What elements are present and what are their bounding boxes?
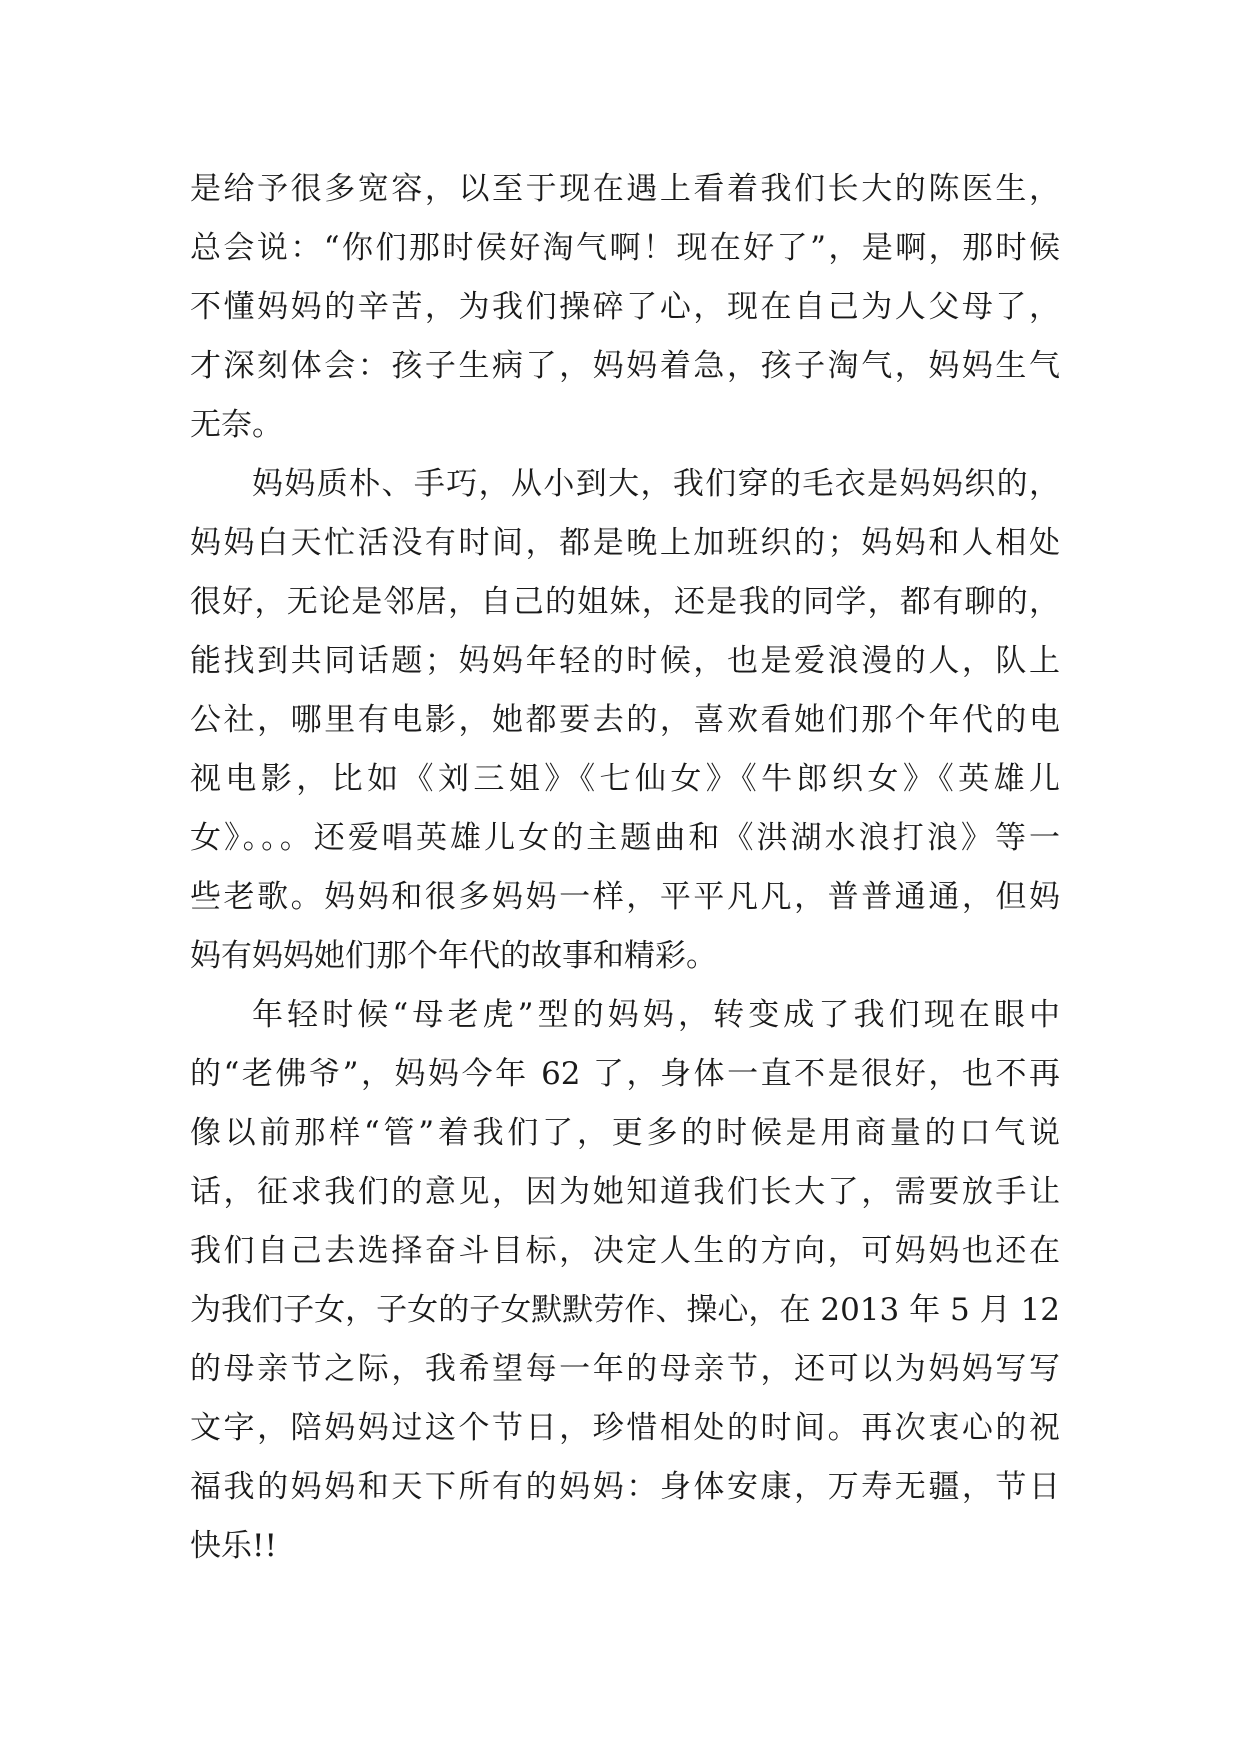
text-line: 年轻时候“母老虎”型的妈妈，转变成了我们现在眼中 [252, 997, 1060, 1033]
text-line: 快乐!! [190, 1528, 277, 1564]
text-line: 妈有妈妈她们那个年代的故事和精彩。 [190, 938, 717, 974]
text-line: 妈妈白天忙活没有时间，都是晚上加班织的；妈妈和人相处 [190, 525, 1060, 561]
text-line: 像以前那样“管”着我们了，更多的时候是用商量的口气说 [190, 1115, 1060, 1151]
text-line: 女》。。。还爱唱英雄儿女的主题曲和《洪湖水浪打浪》等一 [190, 820, 1060, 856]
text-line: 是给予很多宽容，以至于现在遇上看着我们长大的陈医生， [190, 171, 1060, 207]
text-line: 不懂妈妈的辛苦，为我们操碎了心，现在自己为人父母了， [190, 289, 1060, 325]
text-line: 的母亲节之际，我希望每一年的母亲节，还可以为妈妈写写 [190, 1351, 1060, 1387]
text-line: 无奈。 [190, 407, 283, 443]
text-line: 话，征求我们的意见，因为她知道我们长大了，需要放手让 [190, 1174, 1060, 1210]
body-text [190, 160, 1060, 1576]
text-line: 的“老佛爷”，妈妈今年 62 了，身体一直不是很好，也不再 [190, 1056, 1060, 1092]
text-line: 视电影，比如《刘三姐》《七仙女》《牛郎织女》《英雄儿 [190, 761, 1060, 797]
text-line: 我们自己去选择奋斗目标，决定人生的方向，可妈妈也还在 [190, 1233, 1060, 1269]
text-line: 为我们子女，子女的子女默默劳作、操心，在 2013 年 5 月 12 [190, 1292, 1060, 1328]
text-line: 文字，陪妈妈过这个节日，珍惜相处的时间。再次衷心的祝 [190, 1410, 1060, 1446]
text-line: 能找到共同话题；妈妈年轻的时候，也是爱浪漫的人，队上 [190, 643, 1060, 679]
text-line: 福我的妈妈和天下所有的妈妈：身体安康，万寿无疆，节日 [190, 1469, 1060, 1505]
text-line: 些老歌。妈妈和很多妈妈一样，平平凡凡，普普通通，但妈 [190, 879, 1060, 915]
text-line: 总会说：“你们那时侯好淘气啊！现在好了”，是啊，那时候 [190, 230, 1060, 266]
text-line: 妈妈质朴、手巧，从小到大，我们穿的毛衣是妈妈织的， [252, 466, 1060, 502]
text-line: 很好，无论是邻居，自己的姐妹，还是我的同学，都有聊的， [190, 584, 1060, 620]
text-line: 才深刻体会：孩子生病了，妈妈着急，孩子淘气，妈妈生气 [190, 348, 1060, 384]
text-line: 公社，哪里有电影，她都要去的，喜欢看她们那个年代的电 [190, 702, 1060, 738]
